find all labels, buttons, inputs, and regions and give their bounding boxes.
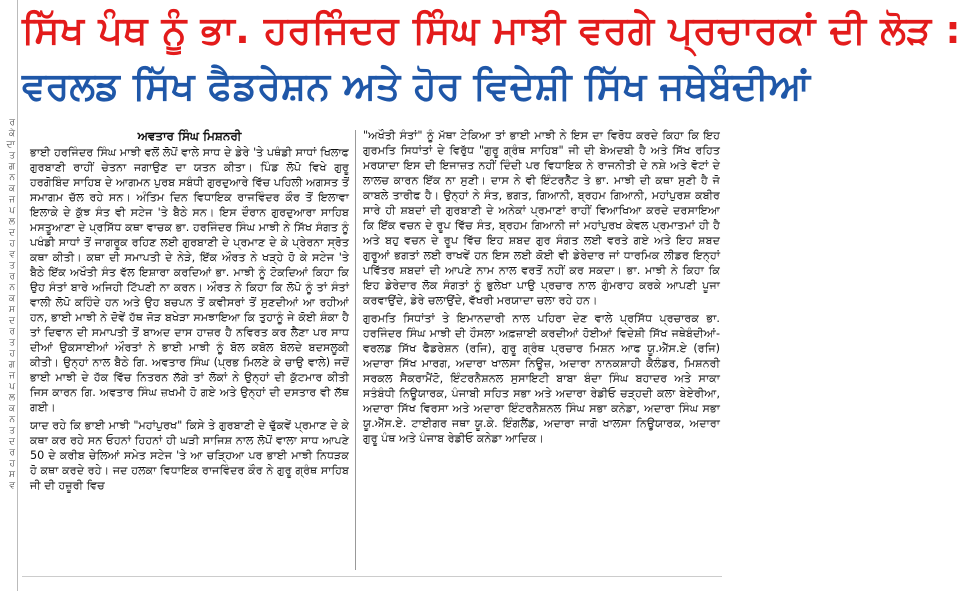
adjacent-article-strip — [0, 0, 18, 591]
strip-glyph: ਨ — [9, 415, 15, 425]
strip-glyph: ਲ — [8, 393, 15, 403]
paragraph: ਯਾਦ ਰਹੇ ਕਿ ਭਾਈ ਮਾਝੀ "ਮਹਾਂਪੁਰਖ" ਕਿਸੇ ਤੇ ਗੁਰਬਾਣੀ ਦੇ ਢੁੱਕਵੇਂ ਪ੍ਰਮਾਣ ਦੇ ਕੇ ਕਥਾ ਕਰ ਰਹੇ ਸਨ ਓਹਨਾਂ ਹਿਹਨਾਂ ਹੀ ਘੜੀ ਸਾਜਿਸ਼ ਨਾਲ ਲੋਪੋਂ ਵਾਲਾ ਸਾਧ ਆਪਣੇ 50 ਦੇ ਕਰੀਬ ਚੇਲਿਆਂ ਸਮੇਤ ਸਟੇਜ 'ਤੇ ਆ ਚੜ੍ਹਿਆ ਪਰ ਭਾਈ ਮਾਝੀ ਨਿਧੜਕ ਹੋ ਕਥਾ ਕਰਦੇ ਰਹੇ। ਜਦ ਹਲਕਾ ਵਿਧਾਇਕ ਰਾਜਵਿੰਦਰ ਕੌਰ ਨੇ ਗੁਰੂ ਗ੍ਰੰਥ ਸਾਹਿਬ ਜੀ ਦੀ ਹਜ਼ੂਰੀ ਵਿਚ — [30, 419, 349, 492]
byline: ਅਵਤਾਰ ਸਿੰਘ ਮਿਸ਼ਨਰੀ — [137, 129, 242, 143]
strip-glyph: ਲ — [8, 217, 15, 227]
article-column-right — [363, 128, 720, 449]
strip-glyph: ਪ — [9, 382, 15, 392]
paragraph: ਭਾਈ ਹਰਜਿੰਦਰ ਸਿੰਘ ਮਾਝੀ ਵਲੋਂ ਲੋਪੋਂ ਵਾਲੇ ਸਾਧ ਦੇ ਡੇਰੇ 'ਤੇ ਪਥੰਡੀ ਸਾਧਾਂ ਖਿਲਾਫ ਗੁਰਬਾਣੀ ਰਾਹੀਂ ਚੇਤਨਾ ਜਗਾਉਣ ਦਾ ਯਤਨ ਕੀਤਾ। ਪਿੰਡ ਲੋਪੋ ਵਿਖੇ ਗੁਰੂ ਹਰਗੋਬਿੰਦ ਸਾਹਿਬ ਦੇ ਆਗਮਨ ਪੁਰਬ ਸਬੰਧੀ ਗੁਰਦੁਆਰੇ ਵਿੱਚ ਪਹਿਲੀ ਅਗਸਤ ਤੋਂ ਸਮਾਗਮ ਚੱਲ ਰਹੇ ਸਨ। ਅੰਤਿਮ ਦਿਨ ਵਿਧਾਇਕ ਰਾਜਵਿੰਦਰ ਕੌਰ ਤੋਂ ਇਲਾਵਾ ਇਲਾਕੇ ਦੇ ਕੁੱਝ ਸੰਤ ਵੀ ਸਟੇਜ 'ਤੇ ਬੈਠੇ ਸਨ। ਇਸ ਦੌਰਾਨ ਗੁਰਦੁਆਰਾ ਸਾਹਿਬ ਮਸਤੂਆਣਾ ਦੇ ਪ੍ਰਸਿੱਧ ਕਥਾ ਵਾਚਕ ਭਾ. ਹਰਜਿੰਦਰ ਸਿੰਘ ਮਾਝੀ ਨੇ ਸਿੱਖ ਸੰਗਤ ਨੂੰ ਪਖੰਡੀ ਸਾਧਾਂ ਤੋਂ ਜਾਗਰੂਕ ਰਹਿਣ ਲਈ ਗੁਰਬਾਣੀ ਦੇ ਪ੍ਰਮਾਣ ਦੇ ਕੇ ਪ੍ਰੇਰਨਾ ਸ੍ਰੋਤ ਕਥਾ ਕੀਤੀ। ਕਥਾ ਦੀ ਸਮਾਪਤੀ ਦੇ ਨੇੜੇ, ਇੱਕ ਔਰਤ ਨੇ ਖੜ੍ਹੇ ਹੋ ਕੇ ਸਟੇਜ 'ਤੇ ਬੈਠੇ ਇੱਕ ਅਖੌਤੀ ਸੰਤ ਵੱਲ ਇਸ਼ਾਰਾ ਕਰਦਿਆਂ ਭਾ. ਮਾਝੀ ਨੂੰ ਟੋਕਦਿਆਂ ਕਿਹਾ ਕਿ ਉਹ ਸੰਤਾਂ ਬਾਰੇ ਅਜਿਹੀ ਟਿੱਪਣੀ ਨਾ ਕਰਨ। ਔਰਤ ਨੇ ਕਿਹਾ ਕਿ ਲੋਪੋ ਨੂੰ ਤਾਂ ਸੰਤਾਂ ਵਾਲੀ ਲੋਪੋ ਕਹਿੰਦੇ ਹਨ ਅਤੇ ਉਹ ਬਚਪਨ ਤੋਂ ਕਵੀਸਰਾਂ ਤੋਂ ਸੁਣਦੀਆਂ ਆ ਰਹੀਆਂ ਹਨ, ਭਾਈ ਮਾਝੀ ਨੇ ਦੋਵੇਂ ਹੱਥ ਜੋੜ ਬਖੇੜਾ ਸਮਝਾਇਆ ਕਿ ਤੁਹਾਨੂੰ ਜੇ ਕੋਈ ਸ਼ੰਕਾ ਹੈ ਤਾਂ ਦਿਵਾਨ ਦੀ ਸਮਾਪਤੀ ਤੋਂ ਬਾਅਦ ਦਾਸ ਹਾਜ਼ਰ ਹੈ ਨਵਿਰਤ ਕਰ ਲੈਣਾ ਪਰ ਸਾਧ ਦੀਆਂ ਉਕਸਾਈਆਂ ਔਰਤਾਂ ਨੇ ਭਾਈ ਮਾਝੀ ਨੂੰ ਬੋਲ ਕਬੋਲ ਬੋਲਦੇ ਬਦਸਲੂਕੀ ਕੀਤੀ। ਉਨ੍ਹਾਂ ਨਾਲ ਬੈਠੇ ਗਿ. ਅਵਤਾਰ ਸਿੰਘ (ਪ੍ਰਭ ਮਿਲਣੇ ਕੇ ਚਾਉ ਵਾਲੇ) ਜਦੋਂ ਭਾਈ ਮਾਝੀ ਦੇ ਹੱਕ ਵਿੱਚ ਨਿਤਰਨ ਲੱਗੇ ਤਾਂ ਲੋਕਾਂ ਨੇ ਉਨ੍ਹਾਂ ਦੀ ਕੁੱਟਮਾਰ ਕੀਤੀ ਜਿਸ ਕਾਰਨ ਗਿ. ਅਵਤਾਰ ਸਿੰਘ ਜ਼ਖਮੀ ਹੋ ਗਏ ਅਤੇ ਉਨ੍ਹਾਂ ਦੀ ਦਸਤਾਰ ਵੀ ਲੱਥ ਗਈ। — [30, 146, 349, 414]
strip-glyph: ਵ — [9, 481, 15, 491]
bottom-rule — [22, 576, 722, 577]
strip-glyph: ਦ — [9, 437, 15, 447]
strip-glyph: ਗ — [8, 360, 15, 370]
strip-glyph: ਕ — [8, 294, 15, 304]
strip-glyph: ਵ — [9, 250, 15, 260]
strip-glyph: ਦ — [9, 316, 15, 326]
strip-glyph: ਜ — [9, 371, 15, 381]
strip-glyph: ਸ — [9, 305, 15, 315]
strip-glyph: ਹ — [9, 239, 15, 249]
paragraph: ਗੁਰਮਤਿ ਸਿਧਾਂਤਾਂ ਤੇ ਇਮਾਨਦਾਰੀ ਨਾਲ ਪਹਿਰਾ ਦੇਣ ਵਾਲੇ ਪ੍ਰਸਿੱਧ ਪ੍ਰਚਾਰਕ ਭਾ. ਹਰਜਿੰਦਰ ਸਿੰਘ ਮਾਝੀ ਦੀ ਹੌਸਲਾ ਅਫ਼ਜ਼ਾਈ ਕਰਦੀਆਂ ਹੋਈਆਂ ਵਿਦੇਸ਼ੀ ਸਿੱਖ ਜਥੇਬੰਦੀਆਂ- ਵਰਲਡ ਸਿੱਖ ਫੈਡਰੇਸ਼ਨ (ਰਜਿ), ਗੁਰੂ ਗ੍ਰੰਥ ਪ੍ਰਚਾਰ ਮਿਸ਼ਨ ਆਫ ਯੂ.ਐੱਸ.ਏ (ਰਜਿ) ਅਦਾਰਾ ਸਿੱਖ ਮਾਰਗ, ਅਦਾਰਾ ਖਾਲਸਾ ਨਿਊਜ਼, ਅਦਾਰਾ ਨਾਨਕਸ਼ਾਹੀ ਕੈਲੰਡਰ, ਮਿਸ਼ਨਰੀ ਸਰਕਲ ਸੈਕਰਾਮੈਂਟੋ, ਇੰਟਰਨੈਸ਼ਨਲ ਸੁਸਾਇਟੀ ਬਾਬਾ ਬੰਦਾ ਸਿੰਘ ਬਹਾਦਰ ਅਤੇ ਸਾਕਾ ਸਤੰਬੰਧੀ ਨਿਊਯਾਰਕ, ਪੰਜਾਬੀ ਸਹਿਤ ਸਭਾ ਅਤੇ ਅਦਾਰਾ ਰੇਡੀਓ ਚੜ੍ਹਦੀ ਕਲਾ ਬੇਏਰੀਆ, ਅਦਾਰਾ ਸਿੱਖ ਵਿਰਸਾ ਅਤੇ ਅਦਾਰਾ ਇੰਟਰਨੈਸ਼ਨਲ ਸਿੰਘ ਸਭਾ ਕਨੇਡਾ, ਅਦਾਰਾ ਸਿੰਘ ਸਭਾ ਯੂ.ਐੱਸ.ਏ. ਟਾਈਗਰ ਜਥਾ ਯੂ.ਕੇ. ਇੰਗਲੈਂਡ, ਅਦਾਰਾ ਜਾਗੋ ਖਾਲਸਾ ਨਿਊਯਾਰਕ, ਅਦਾਰਾ ਗੁਰੂ ਪੰਥ ਅਤੇ ਪੰਜਾਬ ਰੇਡੀਓ ਕਨੇਡਾ ਆਦਿਕ। — [363, 312, 720, 445]
strip-glyph: ਪ — [9, 206, 15, 216]
strip-glyph: ਰ — [9, 327, 15, 337]
article-column-left — [30, 128, 349, 496]
column-divider — [355, 130, 356, 570]
strip-glyph: ਰ — [9, 272, 15, 282]
headline-line-2: ਵਰਲਡ ਸਿੱਖ ਫੈਡਰੇਸ਼ਨ ਅਤੇ ਹੋਰ ਵਿਦੇਸ਼ੀ ਸਿੱਖ ਜਥੇਬੰਦੀਆਂ — [22, 64, 811, 108]
strip-glyph: ਕ — [8, 184, 15, 194]
strip-glyph: ਜ — [9, 195, 15, 205]
strip-glyph: ਹ — [9, 459, 15, 469]
strip-glyph: ਨ — [9, 173, 15, 183]
strip-glyph: ਸ — [9, 470, 15, 480]
headline — [22, 2, 961, 122]
paragraph: "ਅਖੌਤੀ ਸੰਤਾਂ" ਨੂੰ ਮੱਥਾ ਟੇਕਿਆ ਤਾਂ ਭਾਈ ਮਾਝੀ ਨੇ ਇਸ ਦਾ ਵਿਰੋਧ ਕਰਦੇ ਕਿਹਾ ਕਿ ਇਹ ਗੁਰਮਤਿ ਸਿਧਾਂਤਾਂ ਦੇ ਵਿਰੁੱਧ "ਗੁਰੂ ਗ੍ਰੰਥ ਸਾਹਿਬ" ਜੀ ਦੀ ਬੇਅਦਬੀ ਹੈ ਅਤੇ ਸਿੱਖ ਰਹਿਤ ਮਰਯਾਦਾ ਇਸ ਦੀ ਇਜਾਜ਼ਤ ਨਹੀਂ ਦਿੰਦੀ ਪਰ ਵਿਧਾਇਕ ਨੇ ਰਾਜਨੀਤੀ ਦੇ ਨਸ਼ੇ ਅਤੇ ਵੋਟਾਂ ਦੇ ਲਾਲਚ ਕਾਰਨ ਇੱਕ ਨਾ ਸੁਣੀ। ਦਾਸ ਨੇ ਵੀ ਇੰਟਰਨੈੱਟ ਤੇ ਭਾ. ਮਾਝੀ ਦੀ ਕਥਾ ਸੁਣੀ ਹੈ ਜੋ ਕਾਬਲੇ ਤਾਰੀਫ ਹੈ। ਉਨ੍ਹਾਂ ਨੇ ਸੰਤ, ਭਗਤ, ਗਿਆਨੀ, ਬ੍ਰਹਮ ਗਿਆਨੀ, ਮਹਾਂਪੁਰਸ਼ ਕਬੀਰ ਸਾਰੇ ਹੀ ਸ਼ਬਦਾਂ ਦੀ ਗੁਰਬਾਣੀ ਦੇ ਅਨੇਕਾਂ ਪ੍ਰਮਾਣਾਂ ਰਾਹੀਂ ਵਿਆਖਿਆ ਕਰਦੇ ਦਰਸਾਇਆ ਕਿ ਇੱਕ ਵਚਨ ਦੇ ਰੂਪ ਵਿੱਚ ਸੰਤ, ਬ੍ਰਹਮ ਗਿਆਨੀ ਜਾਂ ਮਹਾਂਪੁਰਖ ਕੇਵਲ ਪ੍ਰਮਾਤਮਾਂ ਹੀ ਹੈ ਅਤੇ ਬਹੁ ਵਚਨ ਦੇ ਰੂਪ ਵਿੱਚ ਇਹ ਸ਼ਬਦ ਗੁਰ ਸੰਗਤ ਲਈ ਵਰਤੇ ਗਏ ਅਤੇ ਇਹ ਸ਼ਬਦ ਗੁਰੂਆਂ ਭਗਤਾਂ ਲਈ ਰਾਖਵੇਂ ਹਨ ਇਸ ਲਈ ਕੋਈ ਵੀ ਡੇਰੇਦਾਰ ਜਾਂ ਧਾਰਮਿਕ ਲੀਡਰ ਇਨ੍ਹਾਂ ਪਵਿੱਤਰ ਸ਼ਬਦਾਂ ਦੀ ਆਪਣੇ ਨਾਮ ਨਾਲ ਵਰਤੋਂ ਨਹੀਂ ਕਰ ਸਕਦਾ। ਭਾ. ਮਾਝੀ ਨੇ ਕਿਹਾ ਕਿ ਇਹ ਡੇਰੇਦਾਰ ਲੋਕ ਸੰਗਤਾਂ ਨੂੰ ਭੁਲੇਖਾ ਪਾਉ ਪ੍ਰਚਾਰ ਨਾਲ ਗੁੰਮਰਾਹ ਕਰਕੇ ਆਪਣੀ ਪੂਜਾ ਕਰਵਾਉਂਦੇ, ਡੇਰੇ ਚਲਾਉਂਦੇ, ਵੱਖਰੀ ਮਰਯਾਦਾ ਚਲਾ ਰਹੇ ਹਨ। — [363, 129, 720, 307]
strip-glyph: ਕੇ — [8, 129, 15, 139]
strip-glyph: ਕ — [8, 404, 15, 414]
headline-line-1: ਸਿੱਖ ਪੰਥ ਨੂੰ ਭਾ. ਹਰਜਿੰਦਰ ਸਿੰਘ ਮਾਝੀ ਵਰਗੇ ਪ੍ਰਚਾਰਕਾਂ ਦੀ ਲੋੜ : — [22, 8, 961, 52]
strip-glyph: ਤ — [9, 151, 15, 161]
strip-glyph: ਹ — [9, 349, 15, 359]
strip-glyph: ਨ — [9, 283, 15, 293]
strip-glyph: ਦ — [9, 228, 15, 238]
strip-glyph: ਤ — [9, 261, 15, 271]
strip-glyph: ਦਾ — [6, 140, 15, 150]
strip-glyph: ਤ — [9, 338, 15, 348]
strip-glyph: ਰ — [9, 118, 15, 128]
strip-glyph: ਗ — [8, 162, 15, 172]
strip-glyph: ਤ — [9, 426, 15, 436]
strip-glyph: ਰ — [9, 448, 15, 458]
